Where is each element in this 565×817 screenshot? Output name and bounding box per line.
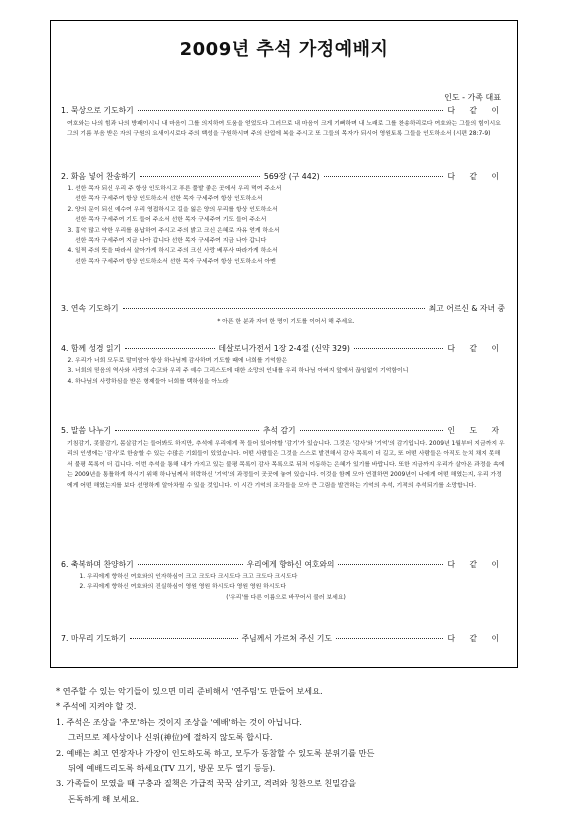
footnote: 뒤에 예배드리도록 하세요(TV 끄기, 방문 모두 열기 등등). [68, 763, 276, 774]
section-blessing-song [61, 559, 505, 603]
dotted-leader [324, 176, 444, 177]
footnote: 3. 가족들이 모였을 때 구충과 질책은 가급적 꾹꾹 삼키고, 격려와 칭찬으로 친밀감을 [56, 778, 357, 789]
section-heading: 7. 마무리 기도하기 [61, 634, 127, 643]
section-relay-prayer [61, 303, 505, 327]
footnotes [56, 684, 536, 807]
hymn-verse: 4. 일찍 주의 뜻을 따라서 살아가게 하시고 주의 크신 사랑 베푸사 따라가게 하소서 선한 목자 구세주여 항상 인도하소서 선한 목자 구세주여 항상 인도하소서 아멘 [75, 246, 505, 267]
dotted-leader [138, 110, 444, 111]
scripture-reference: 데살로니가전서 1장 2-4절 (신약 329) [218, 344, 350, 353]
section-silent-prayer [61, 105, 505, 140]
section-leader: 다 같 이 [447, 634, 506, 643]
song-title: 우리에게 향하신 여호와의 [246, 560, 335, 569]
footnote: 1. 주석은 조상을 '추모'하는 것이지 조상을 '예배'하는 것이 아닙니다. [56, 716, 302, 727]
section-hymn [61, 171, 505, 267]
page-title: 2009년 추석 가정예배지 [179, 39, 389, 60]
section-bible-reading [61, 343, 505, 387]
section-leader: 인 도 자 [447, 426, 506, 435]
footnote: 2. 예배는 최고 연장자나 가장이 인도하도록 하고, 모두가 동참할 수 있도록 분위기를 만든 [56, 747, 375, 758]
leader-subtitle: 인도 - 가족 대표 [444, 93, 501, 102]
section-leader: 다 같 이 [447, 560, 505, 569]
hymn-verse: 1. 선한 목자 되신 우리 주 항상 인도하시고 푸른 풀밭 좋은 곳에서 우리 먹여 주소서 선한 목자 구세주여 항상 인도하소서 선한 목자 구세주여 항상 인도하소서 [75, 184, 505, 205]
dotted-leader [125, 348, 214, 349]
sermon-title: 추석 감기 [262, 426, 296, 435]
hymn-verse: 3. 흉악 많고 약한 우리를 용납하여 주시고 주의 밝고 크신 은혜로 자유 얻게 하소서 선한 목자 구세주여 지금 나아 갑니다 선한 목자 구세주여 지금 나아 갑니다 [75, 226, 505, 247]
dotted-leader [140, 176, 260, 177]
song-line: 2. 우리에게 향하신 여호와의 진실하심이 영원 영원 하시도다 영원 영원 하시도다 [87, 582, 505, 592]
dotted-leader [123, 308, 425, 309]
scripture-paragraph: 여호와는 나의 힘과 나의 방패이시니 내 마음이 그를 의지하여 도움을 얻었도다 그러므로 내 마음이 크게 기뻐하며 내 노래로 그를 찬송하리로다 여호와는 그들의 힘이시요 그의 기름 부음 받은 자의 구원의 요새이시로다 주의 백성을 구원하시며 주의 산업에 복을 주시고 또 그들의 목자가 되시어 영원토록 그들을 인도하소서 (시편 28:7-9) [67, 121, 501, 138]
sermon-paragraph: 기침감기, 콧물감기, 몸살감기는 들어봐도 하지만, 추석에 우리에게 꼭 들어 있어야할 '감기'가 있습니다. 그것은 '감사'와 '기억'의 감기입니다. 2009년 1월부터 지금까지 우리의 인생에는 '감사'로 한숨할 수 있는 수많은 기회들이 있었습니다. 어떤 사람들은 그것을 스스로 발견해서 감사 목록이 더 길고, 또 어떤 사람들은 아직도 눈치 채지 못해서 불평 목록이 더 깁니다. 이번 추석을 통해 내가 가지고 있는 불평 목록이 감사 목록으로 뒤처 이동하는 은혜가 있기를 바랍니다. 또한 지금까지 우리가 살아온 과정을 속에는 2009년을 통틀하게 하시기 위해 하나님께서 허락하신 '기억'의 과정들이 곳곳에 놓여 있습니다. 이것을 함께 모아 연결하면 2009년이 나에게 어떤 해였는지, 우리 가정에게 어떤 해였는지를 보다 선명하게 알아차릴 수 있을 것입니다. 이 시간 기억의 조각들을 모아 큰 그림을 발견하는 기억의 추석, 기적의 추석되기를 소망합니다. [67, 441, 505, 489]
dotted-leader [130, 638, 238, 639]
prayer-title: 주님께서 가르쳐 주신 기도 [241, 634, 332, 643]
instruction-text: * 아픈 한 분과 자녀 한 명이 기도를 이어서 해 주세요. [217, 319, 355, 325]
song-line: 1. 우리에게 향하신 여호와의 인자하심이 크고 크도다 크시도다 크고 크도다 크시도다 [87, 572, 505, 582]
section-leader: 다 같 이 [447, 106, 505, 115]
hymn-number: 569장 (구 442) [263, 172, 320, 181]
footnote: 그러므로 제사상이나 신위(神位)에 절하지 않도록 합시다. [68, 732, 273, 743]
section-heading: 4. 함께 성경 읽기 [61, 344, 122, 353]
scripture-verse: 4. 하나님의 사랑하심을 받은 형제들아 너희를 택하심을 아노라 [75, 377, 505, 387]
scripture-verse: 2. 우리가 너희 모두로 말미암아 항상 하나님께 감사하며 기도할 때에 너희를 기억함은 [75, 356, 505, 366]
section-leader: 다 같 이 [447, 344, 506, 353]
section-heading: 1. 묵상으로 기도하기 [61, 106, 134, 115]
section-heading: 6. 축복하며 찬양하기 [61, 560, 134, 569]
dotted-leader [300, 430, 444, 431]
section-closing-prayer [61, 633, 505, 644]
song-note: ('우리'를 다른 이름으로 바꾸어서 불러 보세요) [226, 594, 346, 601]
dotted-leader [115, 430, 259, 431]
dotted-leader [354, 348, 443, 349]
section-sermon [61, 425, 505, 491]
section-leader: 최고 어르신 & 자녀 중 [428, 304, 505, 313]
section-heading: 2. 화음 넣어 찬송하기 [61, 172, 137, 181]
footnote: * 주석에 지켜야 할 것. [56, 701, 137, 712]
dotted-leader [336, 638, 444, 639]
section-heading: 5. 말씀 나누기 [61, 426, 112, 435]
worship-sheet-frame [50, 20, 518, 668]
hymn-verse: 2. 양의 문이 되신 예수여 우리 영접하시고 길을 잃은 양의 무리를 항상 인도하소서 선한 목자 구세주여 기도 들어 주소서 선한 목자 구세주여 기도 들어 주소서 [75, 205, 505, 226]
dotted-leader [338, 564, 443, 565]
footnote: * 연주할 수 있는 악기들이 있으면 미리 준비해서 '연주팀'도 만들어 보세요. [56, 686, 323, 696]
scripture-verse: 3. 너희의 믿음의 역사와 사랑의 수고와 우리 주 예수 그리스도에 대한 소망의 인내를 우리 하나님 아버지 앞에서 끊임없이 기억함이니 [75, 366, 505, 376]
section-leader: 다 같 이 [447, 172, 506, 181]
section-heading: 3. 연속 기도하기 [61, 304, 119, 313]
footnote: 돈독하게 해 보세요. [68, 793, 140, 804]
dotted-leader [138, 564, 243, 565]
